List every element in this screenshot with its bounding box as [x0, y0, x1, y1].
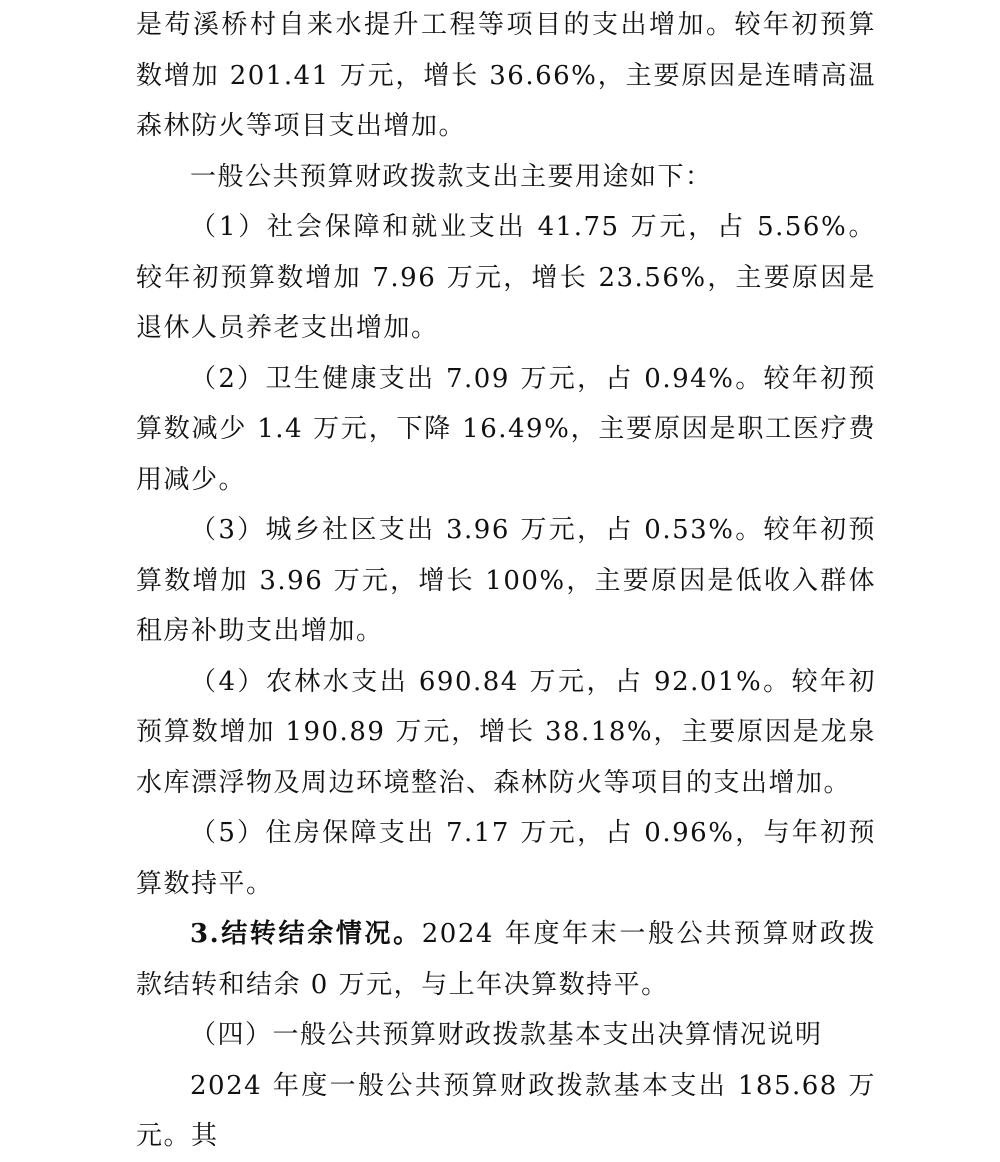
paragraph-continued: 是苟溪桥村自来水提升工程等项目的支出增加。较年初预算数增加 201.41 万元，增长 36.66%，主要原因是连晴高温森林防火等项目支出增加。 — [136, 10, 876, 141]
document-page — [136, 0, 876, 1162]
paragraph-item-1-social-security: （1）社会保障和就业支出 41.75 万元，占 5.56%。较年初预算数增加 7.96 万元，增长 23.56%，主要原因是退休人员养老支出增加。 — [136, 212, 876, 343]
paragraph-item-4-agriculture: （4）农林水支出 690.84 万元，占 92.01%。较年初预算数增加 190.89 万元，增长 38.18%，主要原因是龙泉水库漂浮物及周边环境整治、森林防火等项目的支出增加。 — [136, 666, 876, 798]
section-heading-basic-expenditure: （四）一般公共预算财政拨款基本支出决算情况说明 — [190, 1020, 823, 1050]
paragraph-item-5-housing: （5）住房保障支出 7.17 万元，占 0.96%，与年初预算数持平。 — [136, 818, 876, 899]
paragraph-item-2-health: （2）卫生健康支出 7.09 万元，占 0.94%。较年初预算数减少 1.4 万元，下降 16.49%，主要原因是职工医疗费用减少。 — [136, 363, 876, 495]
carryover-text: 2024 年度年末一般公共预算财政拨款结转和结余 0 万元，与上年决算数持平。 — [136, 919, 876, 1000]
paragraph-item-3-urban-rural: （3）城乡社区支出 3.96 万元，占 0.53%。较年初预算数增加 3.96 万元，增长 100%，主要原因是低收入群体租房补助支出增加。 — [136, 515, 876, 646]
carryover-heading: 3.结转结余情况。 — [190, 919, 422, 949]
paragraph-basic-expenditure: 2024 年度一般公共预算财政拨款基本支出 185.68 万元。其 — [136, 1070, 876, 1151]
paragraph-carryover — [136, 909, 876, 1010]
paragraph-uses-intro: 一般公共预算财政拨款支出主要用途如下： — [190, 161, 713, 192]
